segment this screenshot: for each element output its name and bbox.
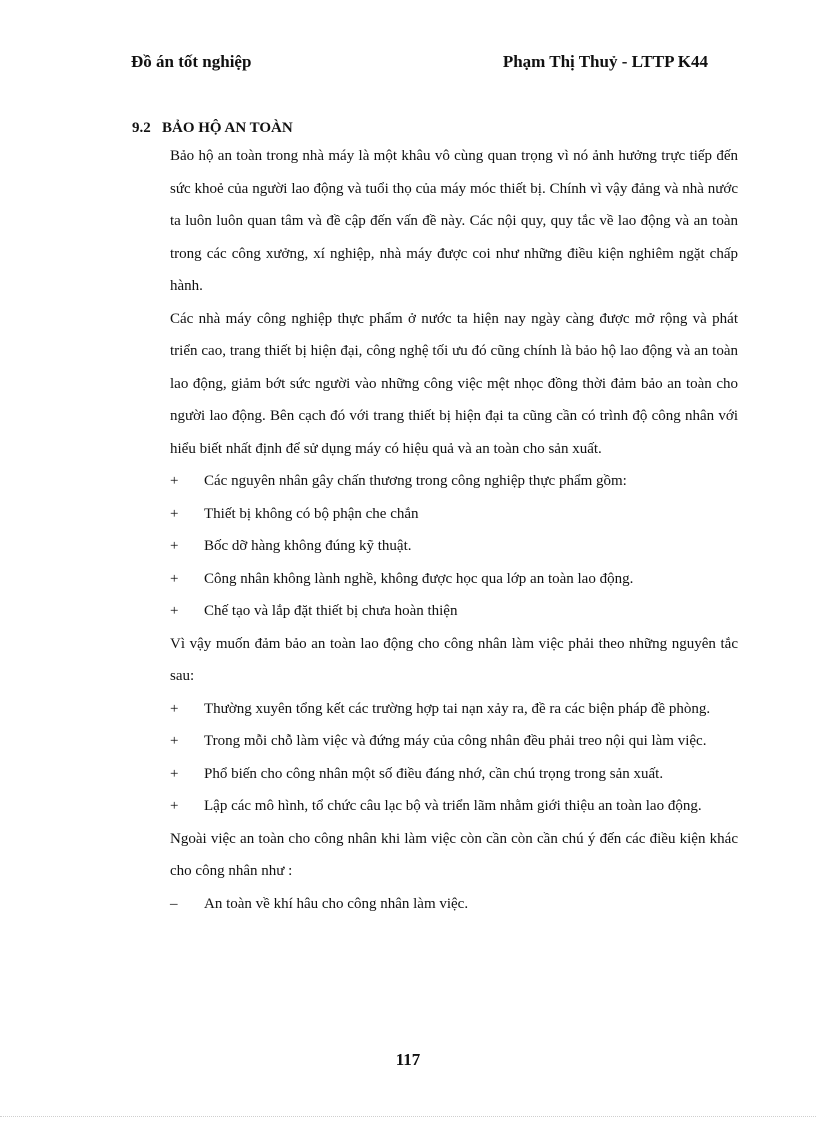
- list-item: [170, 465, 738, 498]
- bullet: +: [170, 798, 179, 814]
- list-item: [170, 563, 738, 596]
- list-item: [170, 595, 738, 628]
- list-item-text: Các nguyên nhân gây chấn thương trong công nghiệp thực phẩm gồm:: [204, 473, 627, 489]
- list-item: [170, 498, 738, 531]
- list-item-text: Chế tạo và lắp đặt thiết bị chưa hoàn thiện: [204, 603, 458, 619]
- header-left-title: Đồ án tốt nghiệp: [131, 52, 252, 71]
- bullet: +: [170, 505, 179, 522]
- list-item: [170, 758, 738, 791]
- page-number: 117: [395, 1050, 421, 1069]
- bullet: +: [170, 473, 179, 489]
- list-item-text: Trong mỗi chỗ làm việc và đứng máy của công nhân đều phải treo nội qui làm việc.: [204, 733, 707, 749]
- dash-bullet: –: [170, 895, 178, 912]
- list-item-text: Công nhân không lành nghề, không được học qua lớp an toàn lao động.: [204, 570, 634, 587]
- list-item: [170, 693, 738, 726]
- list-item-text: Phổ biến cho công nhân một số điều đáng nhớ, cần chú trọng trong sản xuất.: [204, 765, 664, 782]
- section-number: 9.2: [132, 120, 151, 136]
- paragraph-other-conditions: Ngoài việc an toàn cho công nhân khi làm việc còn cần còn cần chú ý đến các điều kiện khác cho công nhân như :: [170, 830, 738, 879]
- list-item: [170, 725, 738, 758]
- paragraph-principles: Vì vậy muốn đảm bảo an toàn lao động cho công nhân làm việc phải theo những nguyên tắc sau:: [170, 635, 738, 684]
- list-item: [170, 530, 738, 563]
- list-item-text: Bốc dỡ hàng không đúng kỹ thuật.: [204, 538, 412, 554]
- bullet: +: [170, 733, 179, 749]
- list-item: [170, 888, 738, 921]
- header-right-author: Phạm Thị Thuỷ - LTTP K44: [502, 52, 708, 71]
- list-item-text: Thiết bị không có bộ phận che chắn: [204, 505, 419, 522]
- section-title: BẢO HỘ AN TOÀN: [162, 120, 293, 136]
- document-body: [170, 140, 738, 920]
- footer-divider: [0, 1116, 816, 1117]
- paragraph-intro: Bảo hộ an toàn trong nhà máy là một khâu vô cùng quan trọng vì nó ảnh hưởng trực tiếp đến sức khoẻ của người lao động và tuổi thọ của máy móc thiết bị. Chính vì vậy đảng và nhà nước ta luôn luôn quan tâm và đề cập đến vấn đề này. Các nội quy, quy tắc về lao động và an toàn trong các công xưởng, xí nghiệp, nhà máy được coi như những điều kiện nghiêm ngặt chấp hành.: [170, 148, 738, 294]
- list-item-text: Thường xuyên tổng kết các trường hợp tai nạn xảy ra, đề ra các biện pháp đề phòng.: [204, 700, 711, 717]
- bullet: +: [170, 570, 179, 587]
- bullet: +: [170, 765, 179, 782]
- bullet: +: [170, 700, 179, 717]
- bullet: +: [170, 538, 179, 554]
- section-heading: [132, 120, 293, 137]
- paragraph-industry: Các nhà máy công nghiệp thực phẩm ở nước ta hiện nay ngày càng được mở rộng và phát triển cao, trang thiết bị hiện đại, công nghệ tối ưu đó cũng chính là bảo hộ lao động và an toàn lao động, giảm bớt sức người vào những công việc mệt nhọc đồng thời đảm bảo an toàn cho người lao động. Bên cạch đó với trang thiết bị hiện đại ta cũng cần có trình độ công nhân với hiểu biết nhất định để sử dụng máy có hiệu quả và an toàn cho sản xuất.: [170, 310, 738, 457]
- bullet: +: [170, 603, 179, 619]
- list-item: [170, 790, 738, 823]
- list-item-text: An toàn về khí hâu cho công nhân làm việc.: [204, 895, 469, 912]
- list-item-text: Lập các mô hình, tổ chức câu lạc bộ và triển lãm nhằm giới thiệu an toàn lao động.: [204, 798, 702, 814]
